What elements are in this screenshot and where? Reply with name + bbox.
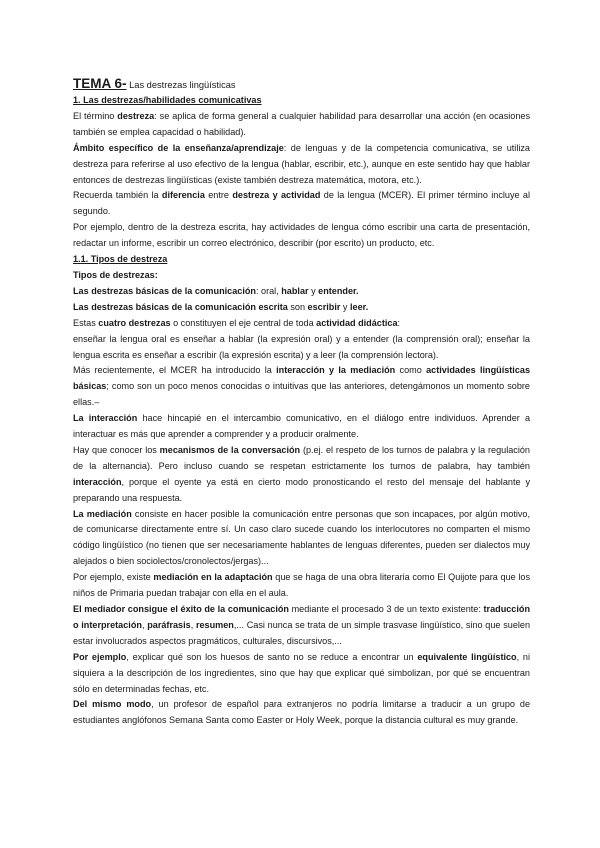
text-run: ; como son un poco menos conocidas o intuitivas que las anteriores, detengámonos un momento sobre ellas.– xyxy=(73,381,530,408)
title-main: TEMA 6 xyxy=(73,76,123,91)
text-run: que se haga de una obra literaria como El Quijote para que los niños de Primaria puedan trabajar con ella en el aula. xyxy=(73,572,531,599)
bold-term: paráfrasis xyxy=(147,619,191,630)
bold-term: hablar xyxy=(281,285,309,296)
text-run: El término xyxy=(73,110,118,121)
paragraph xyxy=(73,602,530,650)
bold-term: destreza xyxy=(117,110,155,121)
bold-term: Del mismo modo xyxy=(73,699,152,710)
paragraph xyxy=(73,650,530,698)
text-run: como xyxy=(395,365,427,376)
text-run: y xyxy=(340,301,351,312)
section-heading xyxy=(73,93,530,109)
bold-term: Las destrezas básicas de la comunicación escrita xyxy=(73,301,288,312)
paragraph xyxy=(73,300,530,316)
bold-term: cuatro destrezas xyxy=(98,317,171,328)
text-run: , xyxy=(190,619,196,630)
text-run: consiste en hacer posible la comunicación entre personas que son incapaces, por algún motivo, de comunicarse directamente entre sí. Un caso claro sucede cuando los interlocutores no comparten el mismo código lingüístico (no tienen que ser necesariamente hablantes de lenguas diferentes, pueden ser dialectos muy alejados o bien sociolectos/cronolectos/jergas)... xyxy=(73,508,530,567)
text-run: Hay que conocer los xyxy=(73,444,160,455)
bold-term: traducción o interpretación xyxy=(73,604,531,630)
title-dash: - xyxy=(122,76,127,91)
paragraph xyxy=(73,411,530,443)
bold-term: El mediador consigue el éxito de la comunicación xyxy=(73,604,289,614)
bold-term: Tipos de destrezas: xyxy=(73,269,158,280)
text-run: Por ejemplo, dentro de la destreza escrita, hay actividades de lengua cómo escribir una carta de presentación, redactar un informe, escribir un correo electrónico, describir (por escrito) un producto, etc. xyxy=(73,222,530,249)
bold-term: actividades lingüísticas básicas xyxy=(73,365,531,392)
paragraph xyxy=(73,188,530,220)
bold-term: interacción y la mediación xyxy=(276,365,396,376)
text-run: mediante el procesado 3 de un texto existente: xyxy=(288,604,484,614)
paragraph xyxy=(73,507,530,571)
paragraph xyxy=(73,109,530,141)
text-run: de la lengua (MCER). El primer término incluye al segundo. xyxy=(73,190,530,217)
title-subtitle: Las destrezas lingüísticas xyxy=(126,80,236,90)
text-run: enseñar la lengua oral es enseñar a hablar (la expresión oral) y a entender (la comprensión oral); enseñar la lengua escrita es enseñar a escribir (la expresión escrita) y a leer (la comprensión lectora). xyxy=(73,333,530,360)
paragraph xyxy=(73,220,530,252)
bold-term: resumen xyxy=(195,619,234,630)
text-run: , xyxy=(141,619,148,630)
paragraph xyxy=(73,570,530,602)
paragraph xyxy=(73,697,530,729)
bold-term: Ámbito específico de la enseñanza/aprendizaje xyxy=(73,142,284,153)
text-run: : de lenguas y de la competencia comunicativa, se utiliza destreza para referirse al uso efectivo de la lengua (hablar, escribir, etc.), aunque en este sentido hay que hablar entonces de destrezas lingüísticas (existe también destreza matemática, motora, etc.). xyxy=(73,142,530,185)
text-run: , explicar qué son los huesos de santo no se reduce a encontrar un xyxy=(126,651,418,662)
bold-term: destreza y actividad xyxy=(232,190,321,201)
bold-term: La interacción xyxy=(73,413,138,424)
paragraph xyxy=(73,316,530,332)
paragraph xyxy=(73,332,530,364)
paragraph xyxy=(73,284,530,300)
bold-term: leer. xyxy=(350,301,369,312)
bold-term: mediación en la adaptación xyxy=(153,572,273,583)
text-run: : oral, xyxy=(255,285,282,296)
bold-term: diferencia xyxy=(161,190,205,201)
bold-term: Por ejemplo xyxy=(73,651,127,662)
document-body xyxy=(73,76,530,729)
text-run: , porque el oyente ya está en cierto modo pronosticando el resto del mensaje del hablante y preparando una respuesta. xyxy=(73,476,530,503)
bold-term: mecanismos de la conversación xyxy=(159,444,301,455)
document-title xyxy=(73,76,530,93)
section-heading xyxy=(73,252,530,268)
bold-term: Las destrezas básicas de la comunicación xyxy=(73,285,256,296)
bold-term: La mediación xyxy=(73,508,132,519)
text-run: ,... Casi nunca se trata de un simple trasvase lingüístico, sino que suelen estar involucrados aspectos pragmáticos, culturales, discursivos,... xyxy=(73,619,531,646)
text-run: , ni siquiera a la descripción de los ingredientes, sino que hay que explicar qué simbolizan, por qué se encuentran sólo en determinadas fechas, etc. xyxy=(73,651,530,694)
paragraph xyxy=(73,443,530,507)
paragraph xyxy=(73,363,530,411)
text-run: Por ejemplo, existe xyxy=(73,572,154,583)
section-heading-text: 1. Las destrezas/habilidades comunicativas xyxy=(73,95,262,105)
text-run: hace hincapié en el intercambio comunicativo, en el diálogo entre individuos. Aprender a interactuar es más que aprender a comprender y a producir oralmente. xyxy=(73,413,530,440)
paragraph xyxy=(73,141,530,189)
paragraph xyxy=(73,268,530,284)
text-run: , un profesor de español para extranjeros no podría limitarse a traducir a un grupo de estudiantes anglófonos Semana Santa como Easter or Holy Week, porque la distancia cultural es muy grande. xyxy=(73,699,531,726)
bold-term: entender. xyxy=(318,285,359,296)
text-run: o constituyen el eje central de toda xyxy=(170,317,317,328)
bold-term: interacción xyxy=(73,476,122,487)
bold-term: escribir xyxy=(307,301,341,312)
bold-term: equivalente lingüístico xyxy=(417,651,517,662)
bold-term: actividad didáctica xyxy=(316,317,398,328)
text-run: : se aplica de forma general a cualquier habilidad para desarrollar una acción (en ocasiones también se emplea capacidad o habilidad). xyxy=(73,110,530,137)
text-run: Recuerda también la xyxy=(73,190,162,201)
text-run: y xyxy=(308,285,319,296)
text-run: entre xyxy=(204,190,233,201)
text-run: Más recientemente, el MCER ha introducido la xyxy=(73,365,277,376)
section-heading-text: 1.1. Tipos de destreza xyxy=(73,254,168,265)
text-run: son xyxy=(287,301,308,312)
text-run: (p.ej. el respeto de los turnos de palabra y la regulación de la alternancia). Pero incluso cuando se respetan estrictamente los turnos de palabra, hay también xyxy=(73,444,530,471)
text-run: Estas xyxy=(73,317,99,328)
text-run: : xyxy=(397,317,401,328)
